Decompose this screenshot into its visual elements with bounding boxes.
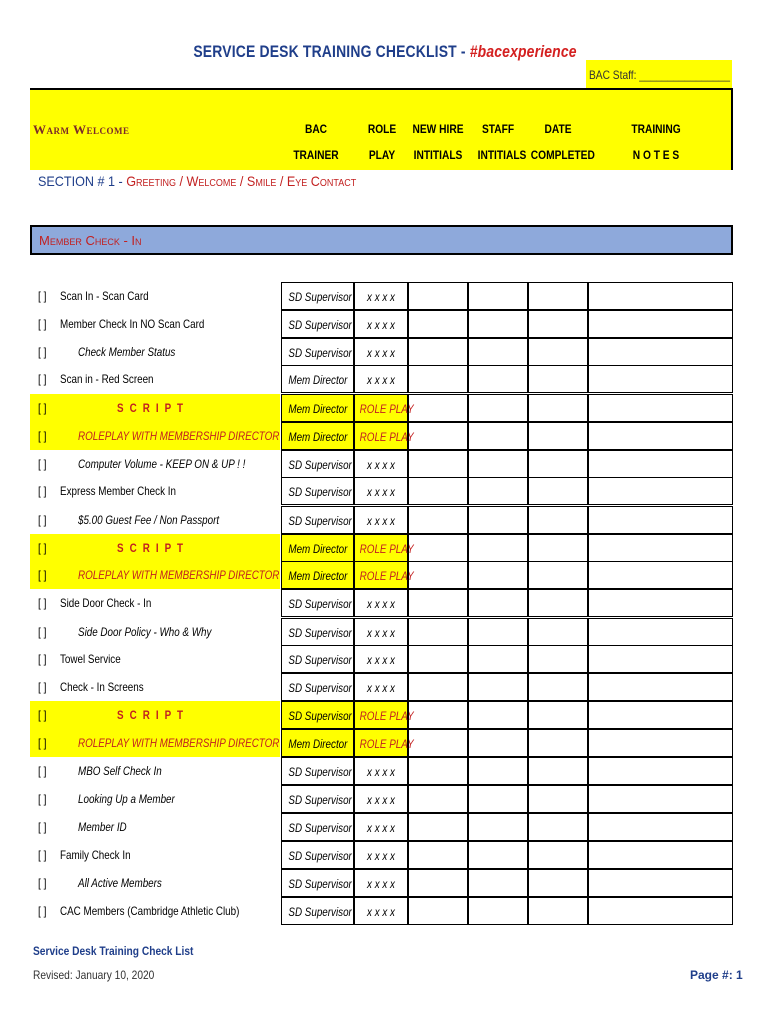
header-trainer: TRAINER <box>293 148 339 162</box>
staff-initials-cell[interactable] <box>468 450 528 478</box>
role-play-cell <box>354 869 408 897</box>
header-staff-initials: INTITIALS <box>477 148 527 162</box>
role-play-text: ROLE PLAY <box>359 709 414 723</box>
date-completed-cell[interactable] <box>528 338 588 366</box>
staff-initials-cell[interactable] <box>468 422 528 450</box>
staff-initials-cell[interactable] <box>468 701 528 729</box>
checkbox-bracket[interactable]: [ ] <box>38 848 47 862</box>
trainer-cell <box>281 869 354 897</box>
checkbox-bracket[interactable]: [ ] <box>38 429 47 443</box>
item-label: ROLEPLAY WITH MEMBERSHIP DIRECTOR <box>78 429 280 443</box>
item-label: S C R I P T <box>117 401 185 415</box>
bac-staff-label: BAC Staff: ________________ <box>589 68 731 82</box>
trainer-text: Mem Director <box>288 373 348 387</box>
item-label: $5.00 Guest Fee / Non Passport <box>78 513 220 527</box>
item-label: ROLEPLAY WITH MEMBERSHIP DIRECTOR <box>78 568 280 582</box>
checklist-row <box>0 701 770 729</box>
training-notes-cell[interactable] <box>588 365 733 393</box>
role-play-text: ROLE PLAY <box>359 737 414 751</box>
checkbox-bracket[interactable]: [ ] <box>38 680 47 694</box>
training-notes-cell[interactable] <box>588 701 733 729</box>
role-play-cell <box>354 841 408 869</box>
staff-initials-cell[interactable] <box>468 897 528 925</box>
role-play-text: x x x x <box>367 485 395 499</box>
checklist-row <box>0 645 770 673</box>
date-completed-cell[interactable] <box>528 422 588 450</box>
checklist-row <box>0 757 770 785</box>
item-label: Express Member Check In <box>60 484 176 498</box>
training-notes-cell[interactable] <box>588 869 733 897</box>
date-completed-cell[interactable] <box>528 282 588 310</box>
checkbox-bracket[interactable]: [ ] <box>38 792 47 806</box>
header-date-completed: COMPLETED <box>530 148 595 162</box>
header-play: PLAY <box>368 148 396 162</box>
staff-initials-cell[interactable] <box>468 589 528 617</box>
item-label: Family Check In <box>60 848 131 862</box>
checklist-row <box>0 310 770 338</box>
item-label: Looking Up a Member <box>78 792 175 806</box>
training-notes-cell[interactable] <box>588 282 733 310</box>
trainer-text: SD Supervisor <box>288 877 352 891</box>
role-play-text: x x x x <box>367 597 395 611</box>
section-1-topic: Greeting / Welcome / Smile / Eye Contact <box>126 173 357 189</box>
date-completed-cell[interactable] <box>528 757 588 785</box>
staff-initials-cell[interactable] <box>468 394 528 422</box>
checkbox-bracket[interactable]: [ ] <box>38 764 47 778</box>
member-checkin-label: Member Check - In <box>39 233 142 248</box>
date-completed-cell[interactable] <box>528 561 588 589</box>
item-label: ROLEPLAY WITH MEMBERSHIP DIRECTOR <box>78 736 280 750</box>
training-notes-cell[interactable] <box>588 897 733 925</box>
trainer-cell <box>281 477 354 505</box>
new-hire-initials-cell[interactable] <box>408 618 468 646</box>
staff-initials-cell[interactable] <box>468 534 528 562</box>
training-notes-cell[interactable] <box>588 310 733 338</box>
trainer-text: SD Supervisor <box>288 821 352 835</box>
role-play-cell <box>354 394 414 422</box>
checklist-row <box>0 673 770 701</box>
training-notes-cell[interactable] <box>588 841 733 869</box>
member-checkin-bar <box>30 225 733 255</box>
role-play-text: x x x x <box>367 346 395 360</box>
training-notes-cell[interactable] <box>588 506 733 534</box>
new-hire-initials-cell[interactable] <box>408 506 468 534</box>
footer-revised: Revised: January 10, 2020 <box>33 968 155 982</box>
role-play-text: ROLE PLAY <box>359 402 414 416</box>
staff-initials-cell[interactable] <box>468 618 528 646</box>
role-play-cell <box>354 813 408 841</box>
role-play-cell <box>354 757 408 785</box>
role-play-text: x x x x <box>367 821 395 835</box>
staff-initials-cell[interactable] <box>468 813 528 841</box>
training-notes-cell[interactable] <box>588 534 733 562</box>
trainer-text: SD Supervisor <box>288 458 352 472</box>
date-completed-cell[interactable] <box>528 365 588 393</box>
trainer-cell <box>281 645 354 673</box>
item-label: S C R I P T <box>117 708 185 722</box>
trainer-text: SD Supervisor <box>288 849 352 863</box>
header-bac: BAC <box>304 122 328 136</box>
role-play-cell <box>354 729 414 757</box>
date-completed-cell[interactable] <box>528 701 588 729</box>
checkbox-bracket[interactable]: [ ] <box>38 708 47 722</box>
checkbox-bracket[interactable]: [ ] <box>38 401 47 415</box>
new-hire-initials-cell[interactable] <box>408 365 468 393</box>
trainer-cell <box>281 841 354 869</box>
role-play-text: x x x x <box>367 849 395 863</box>
trainer-text: Mem Director <box>288 430 348 444</box>
item-label: Computer Volume - KEEP ON & UP ! ! <box>78 457 246 471</box>
checkbox-bracket[interactable]: [ ] <box>38 372 47 386</box>
role-play-cell <box>354 618 408 646</box>
new-hire-initials-cell[interactable] <box>408 534 468 562</box>
trainer-cell <box>281 338 354 366</box>
trainer-cell <box>281 450 354 478</box>
title-text: SERVICE DESK TRAINING CHECKLIST - <box>193 42 470 61</box>
role-play-text: ROLE PLAY <box>359 569 414 583</box>
date-completed-cell[interactable] <box>528 394 588 422</box>
checklist-row <box>0 338 770 366</box>
trainer-text: Mem Director <box>288 542 348 556</box>
role-play-cell <box>354 701 414 729</box>
role-play-cell <box>354 673 408 701</box>
role-play-text: x x x x <box>367 765 395 779</box>
role-play-cell <box>354 338 408 366</box>
new-hire-initials-cell[interactable] <box>408 477 468 505</box>
training-notes-cell[interactable] <box>588 394 733 422</box>
date-completed-cell[interactable] <box>528 534 588 562</box>
trainer-text: Mem Director <box>288 569 348 583</box>
checklist-row <box>0 450 770 478</box>
new-hire-initials-cell[interactable] <box>408 450 468 478</box>
staff-initials-cell[interactable] <box>468 506 528 534</box>
item-label: Scan In - Scan Card <box>60 289 149 303</box>
staff-initials-cell[interactable] <box>468 757 528 785</box>
trainer-cell <box>281 729 354 757</box>
trainer-text: SD Supervisor <box>288 765 352 779</box>
staff-initials-cell[interactable] <box>468 561 528 589</box>
new-hire-initials-cell[interactable] <box>408 310 468 338</box>
checkbox-bracket[interactable]: [ ] <box>38 345 47 359</box>
page-number: Page #: 1 <box>690 968 743 982</box>
new-hire-initials-cell[interactable] <box>408 897 468 925</box>
trainer-cell <box>281 618 354 646</box>
role-play-text: ROLE PLAY <box>359 430 414 444</box>
item-label: Check - In Screens <box>60 680 144 694</box>
trainer-cell <box>281 310 354 338</box>
checkbox-bracket[interactable]: [ ] <box>38 736 47 750</box>
trainer-cell <box>281 757 354 785</box>
checklist-row <box>0 785 770 813</box>
checklist-row <box>0 618 770 646</box>
item-label: Towel Service <box>60 652 121 666</box>
role-play-cell <box>354 310 408 338</box>
trainer-text: SD Supervisor <box>288 597 352 611</box>
role-play-cell <box>354 450 408 478</box>
checkbox-bracket[interactable]: [ ] <box>38 513 47 527</box>
date-completed-cell[interactable] <box>528 813 588 841</box>
new-hire-initials-cell[interactable] <box>408 645 468 673</box>
training-notes-cell[interactable] <box>588 618 733 646</box>
role-play-cell <box>354 422 414 450</box>
new-hire-initials-cell[interactable] <box>408 813 468 841</box>
trainer-cell <box>281 813 354 841</box>
item-label: All Active Members <box>78 876 162 890</box>
trainer-text: SD Supervisor <box>288 709 352 723</box>
new-hire-initials-cell[interactable] <box>408 422 468 450</box>
date-completed-cell[interactable] <box>528 589 588 617</box>
role-play-text: x x x x <box>367 514 395 528</box>
item-label: CAC Members (Cambridge Athletic Club) <box>60 904 240 918</box>
staff-initials-cell[interactable] <box>468 729 528 757</box>
section-1-prefix: SECTION # 1 - <box>38 173 127 189</box>
checkbox-bracket[interactable]: [ ] <box>38 904 47 918</box>
new-hire-initials-cell[interactable] <box>408 561 468 589</box>
checkbox-bracket[interactable]: [ ] <box>38 289 47 303</box>
checkbox-bracket[interactable]: [ ] <box>38 625 47 639</box>
new-hire-initials-cell[interactable] <box>408 841 468 869</box>
checkbox-bracket[interactable]: [ ] <box>38 317 47 331</box>
trainer-cell <box>281 282 354 310</box>
date-completed-cell[interactable] <box>528 506 588 534</box>
training-notes-cell[interactable] <box>588 477 733 505</box>
role-play-text: x x x x <box>367 877 395 891</box>
staff-initials-cell[interactable] <box>468 477 528 505</box>
header-training: TRAINING <box>631 122 681 136</box>
staff-initials-cell[interactable] <box>468 282 528 310</box>
section-1-heading <box>38 173 356 189</box>
checklist-row <box>0 534 770 562</box>
checklist-row <box>0 869 770 897</box>
role-play-text: x x x x <box>367 626 395 640</box>
training-notes-cell[interactable] <box>588 561 733 589</box>
item-label: Side Door Check - In <box>60 596 152 610</box>
training-notes-cell[interactable] <box>588 673 733 701</box>
date-completed-cell[interactable] <box>528 897 588 925</box>
checkbox-bracket[interactable]: [ ] <box>38 568 47 582</box>
new-hire-initials-cell[interactable] <box>408 785 468 813</box>
trainer-text: SD Supervisor <box>288 681 352 695</box>
item-label: Member Check In NO Scan Card <box>60 317 205 331</box>
date-completed-cell[interactable] <box>528 785 588 813</box>
header-date: DATE <box>544 122 572 136</box>
new-hire-initials-cell[interactable] <box>408 338 468 366</box>
role-play-cell <box>354 589 408 617</box>
date-completed-cell[interactable] <box>528 841 588 869</box>
role-play-cell <box>354 785 408 813</box>
role-play-text: x x x x <box>367 905 395 919</box>
trainer-cell <box>281 701 354 729</box>
role-play-text: x x x x <box>367 653 395 667</box>
trainer-text: SD Supervisor <box>288 793 352 807</box>
new-hire-initials-cell[interactable] <box>408 673 468 701</box>
trainer-text: Mem Director <box>288 737 348 751</box>
checklist-row <box>0 365 770 393</box>
trainer-text: SD Supervisor <box>288 905 352 919</box>
date-completed-cell[interactable] <box>528 477 588 505</box>
new-hire-initials-cell[interactable] <box>408 757 468 785</box>
staff-initials-cell[interactable] <box>468 338 528 366</box>
training-notes-cell[interactable] <box>588 757 733 785</box>
new-hire-initials-cell[interactable] <box>408 589 468 617</box>
header-role: ROLE <box>367 122 397 136</box>
trainer-cell <box>281 422 354 450</box>
trainer-cell <box>281 897 354 925</box>
training-notes-cell[interactable] <box>588 645 733 673</box>
trainer-text: Mem Director <box>288 402 348 416</box>
checklist-row <box>0 813 770 841</box>
date-completed-cell[interactable] <box>528 450 588 478</box>
training-notes-cell[interactable] <box>588 338 733 366</box>
staff-initials-cell[interactable] <box>468 869 528 897</box>
checkbox-bracket[interactable]: [ ] <box>38 820 47 834</box>
role-play-cell <box>354 477 408 505</box>
date-completed-cell[interactable] <box>528 729 588 757</box>
training-notes-cell[interactable] <box>588 422 733 450</box>
role-play-text: ROLE PLAY <box>359 542 414 556</box>
checklist-row <box>0 729 770 757</box>
item-label: Member ID <box>78 820 127 834</box>
role-play-text: x x x x <box>367 373 395 387</box>
footer-title: Service Desk Training Check List <box>33 944 194 958</box>
page-title <box>69 42 700 62</box>
checklist-row <box>0 841 770 869</box>
new-hire-initials-cell[interactable] <box>408 282 468 310</box>
staff-initials-cell[interactable] <box>468 785 528 813</box>
training-notes-cell[interactable] <box>588 813 733 841</box>
new-hire-initials-cell[interactable] <box>408 701 468 729</box>
checkbox-bracket[interactable]: [ ] <box>38 484 47 498</box>
checklist-row <box>0 422 770 450</box>
trainer-cell <box>281 534 354 562</box>
trainer-cell <box>281 673 354 701</box>
role-play-text: x x x x <box>367 318 395 332</box>
new-hire-initials-cell[interactable] <box>408 869 468 897</box>
staff-initials-cell[interactable] <box>468 841 528 869</box>
warm-welcome-heading: Warm Welcome <box>33 122 130 137</box>
training-notes-cell[interactable] <box>588 785 733 813</box>
role-play-cell <box>354 534 414 562</box>
role-play-cell <box>354 897 408 925</box>
staff-initials-cell[interactable] <box>468 310 528 338</box>
checklist-row <box>0 897 770 925</box>
new-hire-initials-cell[interactable] <box>408 394 468 422</box>
trainer-cell <box>281 506 354 534</box>
checkbox-bracket[interactable]: [ ] <box>38 457 47 471</box>
trainer-text: SD Supervisor <box>288 485 352 499</box>
training-notes-cell[interactable] <box>588 589 733 617</box>
role-play-cell <box>354 365 408 393</box>
checkbox-bracket[interactable]: [ ] <box>38 596 47 610</box>
role-play-text: x x x x <box>367 290 395 304</box>
date-completed-cell[interactable] <box>528 310 588 338</box>
role-play-text: x x x x <box>367 458 395 472</box>
training-notes-cell[interactable] <box>588 450 733 478</box>
checkbox-bracket[interactable]: [ ] <box>38 652 47 666</box>
new-hire-initials-cell[interactable] <box>408 729 468 757</box>
trainer-cell <box>281 785 354 813</box>
role-play-text: x x x x <box>367 793 395 807</box>
trainer-cell <box>281 365 354 393</box>
date-completed-cell[interactable] <box>528 645 588 673</box>
trainer-text: SD Supervisor <box>288 346 352 360</box>
role-play-cell <box>354 561 414 589</box>
staff-initials-cell[interactable] <box>468 673 528 701</box>
item-label: Check Member Status <box>78 345 176 359</box>
role-play-cell <box>354 282 408 310</box>
staff-initials-cell[interactable] <box>468 365 528 393</box>
title-hashtag: #bacexperience <box>469 42 577 61</box>
checklist-row <box>0 477 770 505</box>
header-notes: N O T E S <box>632 148 680 162</box>
bac-staff-field[interactable] <box>586 60 732 88</box>
role-play-cell <box>354 645 408 673</box>
trainer-cell <box>281 561 354 589</box>
trainer-text: SD Supervisor <box>288 290 352 304</box>
trainer-text: SD Supervisor <box>288 653 352 667</box>
trainer-text: SD Supervisor <box>288 514 352 528</box>
checkbox-bracket[interactable]: [ ] <box>38 876 47 890</box>
training-notes-cell[interactable] <box>588 729 733 757</box>
header-new-hire: NEW HIRE <box>412 122 464 136</box>
item-label: S C R I P T <box>117 541 185 555</box>
role-play-text: x x x x <box>367 681 395 695</box>
item-label: Scan in - Red Screen <box>60 372 154 386</box>
date-completed-cell[interactable] <box>528 673 588 701</box>
trainer-cell <box>281 394 354 422</box>
role-play-cell <box>354 506 408 534</box>
date-completed-cell[interactable] <box>528 618 588 646</box>
checkbox-bracket[interactable]: [ ] <box>38 541 47 555</box>
date-completed-cell[interactable] <box>528 869 588 897</box>
checklist-row <box>0 561 770 589</box>
checklist-row <box>0 589 770 617</box>
staff-initials-cell[interactable] <box>468 645 528 673</box>
checklist-row <box>0 506 770 534</box>
header-new-hire-initials: INTITIALS <box>413 148 463 162</box>
trainer-text: SD Supervisor <box>288 626 352 640</box>
trainer-cell <box>281 589 354 617</box>
header-staff: STAFF <box>481 122 515 136</box>
item-label: MBO Self Check In <box>78 764 162 778</box>
checklist-row <box>0 394 770 422</box>
checklist-row <box>0 282 770 310</box>
trainer-text: SD Supervisor <box>288 318 352 332</box>
item-label: Side Door Policy - Who & Why <box>78 625 212 639</box>
